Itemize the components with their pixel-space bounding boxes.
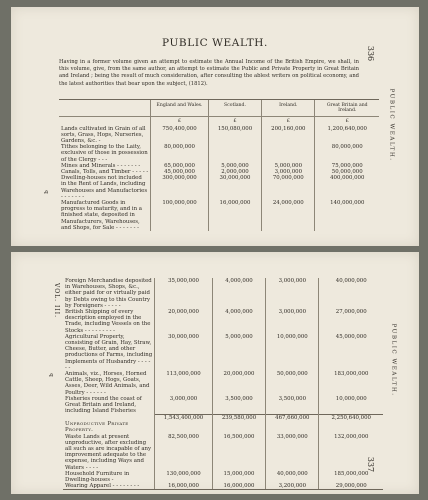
- row-description: Agricultural Property, consisting of Grain, Hay, Straw, Cheese, Butter, and other productions of Farms, including Implements of Husbandry - - - - - -: [65, 333, 153, 371]
- subtotal-value: 467,660,000: [266, 414, 319, 421]
- currency-mark: £: [151, 117, 209, 126]
- row-value: 3,200,000: [266, 483, 319, 490]
- subtotal-value: 2,250,640,000: [319, 414, 383, 421]
- row-value: 10,000,000: [266, 334, 319, 371]
- row-value: 100,000,000: [151, 200, 209, 231]
- table-row: [63, 309, 383, 334]
- page-number: 336: [366, 45, 376, 62]
- row-value: 5,000,000: [212, 334, 265, 371]
- row-value: 30,000,000: [208, 175, 261, 200]
- row-value: 750,400,000: [151, 126, 209, 145]
- empty-cell: [212, 421, 265, 433]
- row-value: 2,000,000: [208, 169, 261, 175]
- row-description: Waste Lands at present unproductive, after excluding all such as are incapable of any improvement adequate to the expense, including Ways and Waters - - - -: [65, 433, 152, 471]
- row-value: 1,200,640,000: [315, 126, 379, 145]
- row-value: 3,500,000: [266, 396, 319, 415]
- row-value: 185,000,000: [319, 471, 383, 483]
- row-value: 3,000,000: [262, 169, 315, 175]
- row-value: 24,000,000: [262, 200, 315, 231]
- table-row: [63, 278, 383, 309]
- column-header: England and Wales.: [151, 100, 209, 117]
- table-row: [59, 144, 379, 163]
- currency-mark: £: [315, 117, 379, 126]
- row-value: 33,000,000: [266, 434, 319, 471]
- subtotal-spacer: [63, 414, 155, 421]
- row-value: 45,000,000: [151, 169, 209, 175]
- row-description: Foreign Merchandise deposited in Warehouses, Shops, &c., either paid for or virtually paid by Debts owing to this Country by Foreigners - - - - -: [65, 278, 152, 309]
- header-blank: [59, 100, 151, 117]
- row-value: 27,000,000: [319, 309, 383, 334]
- wealth-table-top: [59, 99, 379, 231]
- currency-row: [59, 117, 379, 126]
- row-description: Household Furniture in Dwelling-houses -: [65, 470, 130, 483]
- row-value: 65,000,000: [151, 163, 209, 169]
- section-heading-row: [63, 421, 383, 433]
- currency-mark: £: [208, 117, 261, 126]
- row-description: Animals, viz., Horses, Horned Cattle, Sheep, Hogs, Goats, Asses, Deer, Wild Animals, and Poultry - - - - - -: [65, 371, 150, 396]
- signature-mark: q: [47, 373, 54, 377]
- table-row: [59, 126, 379, 145]
- row-value: 130,000,000: [155, 471, 213, 483]
- row-value: 45,000,000: [319, 334, 383, 371]
- row-value: [208, 144, 261, 163]
- row-value: 35,000,000: [155, 278, 213, 309]
- row-description: Wearing Apparel - - - - - - - -: [63, 483, 155, 490]
- row-value: 40,000,000: [319, 278, 383, 309]
- table-row: [63, 334, 383, 371]
- row-value: 80,000,000: [151, 144, 209, 163]
- column-header: Scotland.: [208, 100, 261, 117]
- row-value: 200,160,000: [262, 126, 315, 145]
- table-row: [63, 471, 383, 483]
- row-value: 30,000,000: [155, 334, 213, 371]
- row-value: 16,000,000: [155, 483, 213, 490]
- row-description: Lands cultivated in Grain of all sorts, Grass, Hops, Nurseries, Gardens, &c. -: [61, 125, 146, 145]
- intro-paragraph: Having in a former volume given an attempt to estimate the Annual Income of the British Empire, we shall, in this volume, give, from the same author, an attempt to estimate the Public and Private Property in Great Britain and Ireland ; being the result of much consideration, after consulting the ablest writers on political economy, and the latest authorities that bear upon the subject, (1812).: [59, 59, 359, 87]
- running-head: PUBLIC WEALTH.: [388, 88, 395, 162]
- row-value: 10,000,000: [319, 396, 383, 415]
- row-value: 82,500,000: [155, 434, 213, 471]
- empty-cell: [319, 421, 383, 433]
- row-value: 132,000,000: [319, 434, 383, 471]
- table-row: [59, 200, 379, 231]
- row-value: 29,000,000: [319, 483, 383, 490]
- book-page-337: [11, 252, 419, 494]
- page-number: 337: [366, 456, 376, 473]
- row-value: 3,000,000: [266, 309, 319, 334]
- book-page-336: [11, 7, 419, 246]
- row-description: Fisheries round the coast of Great Britain and Ireland, including Island Fisheries: [65, 395, 142, 415]
- subtotal-value: 1,543,400,000: [155, 414, 213, 421]
- row-value: 400,000,000: [315, 175, 379, 200]
- volume-mark: VOL. III.: [52, 283, 60, 318]
- row-value: 3,000,000: [155, 396, 213, 415]
- signature-mark: q: [42, 190, 49, 194]
- row-value: 3,500,000: [212, 396, 265, 415]
- column-header: Great Britain and Ireland.: [315, 100, 379, 117]
- row-value: 4,000,000: [212, 309, 265, 334]
- column-header: Ireland.: [262, 100, 315, 117]
- empty-cell: [155, 421, 213, 433]
- row-value: 183,000,000: [319, 371, 383, 396]
- row-value: 20,000,000: [212, 371, 265, 396]
- row-value: 16,000,000: [208, 200, 261, 231]
- subtotal-value: 239,580,000: [212, 414, 265, 421]
- row-value: 5,000,000: [262, 163, 315, 169]
- row-value: 50,000,000: [315, 169, 379, 175]
- running-head: PUBLIC WEALTH.: [390, 323, 397, 397]
- row-value: 300,000,000: [151, 175, 209, 200]
- row-value: 80,000,000: [315, 144, 379, 163]
- row-description: Canals, Tolls, and Timber - - - - -: [61, 169, 149, 176]
- empty-cell: [266, 421, 319, 433]
- row-value: [262, 144, 315, 163]
- row-value: 40,000,000: [266, 471, 319, 483]
- table-row: [63, 434, 383, 471]
- row-description: Tithes belonging to the Laity, exclusive of those in possession of the Clergy - - -: [61, 144, 148, 163]
- currency-mark: £: [262, 117, 315, 126]
- row-value: 70,000,000: [262, 175, 315, 200]
- table-row: [63, 396, 383, 415]
- row-value: 150,080,000: [208, 126, 261, 145]
- row-value: 75,000,000: [315, 163, 379, 169]
- row-value: 20,000,000: [155, 309, 213, 334]
- row-value: 5,000,000: [208, 163, 261, 169]
- row-description: Dwelling-houses not included in the Rent of Lands, including Warehouses and Manufactories - - - - - - -: [61, 175, 148, 200]
- row-description: Mines and Minerals - - - - - - -: [61, 162, 141, 169]
- row-value: 3,000,000: [266, 278, 319, 309]
- table-row: [59, 175, 379, 200]
- row-description: Manufactured Goods in progress to maturity, and in a finished state, deposited in Manufacturers, Warehouses, and Shops, for Sale - - - - - - -: [61, 200, 143, 231]
- subtotal-row: [63, 414, 383, 421]
- row-value: 16,500,000: [212, 434, 265, 471]
- row-value: 140,000,000: [315, 200, 379, 231]
- table-row: [63, 483, 383, 490]
- table-header-row: [59, 100, 379, 117]
- section-heading: Unproductive Private Property.: [65, 421, 129, 434]
- row-value: 16,000,000: [212, 483, 265, 490]
- page-title: PUBLIC WEALTH.: [162, 37, 268, 49]
- row-value: 15,000,000: [212, 471, 265, 483]
- row-description: British Shipping of every description employed in the Trade, including Vessels on the Stocks - - - - - - - - -: [65, 309, 151, 334]
- row-value: 50,000,000: [266, 371, 319, 396]
- row-value: 113,000,000: [155, 371, 213, 396]
- row-value: 4,000,000: [212, 278, 265, 309]
- table-row: [63, 371, 383, 396]
- wealth-table-bottom: [63, 278, 383, 490]
